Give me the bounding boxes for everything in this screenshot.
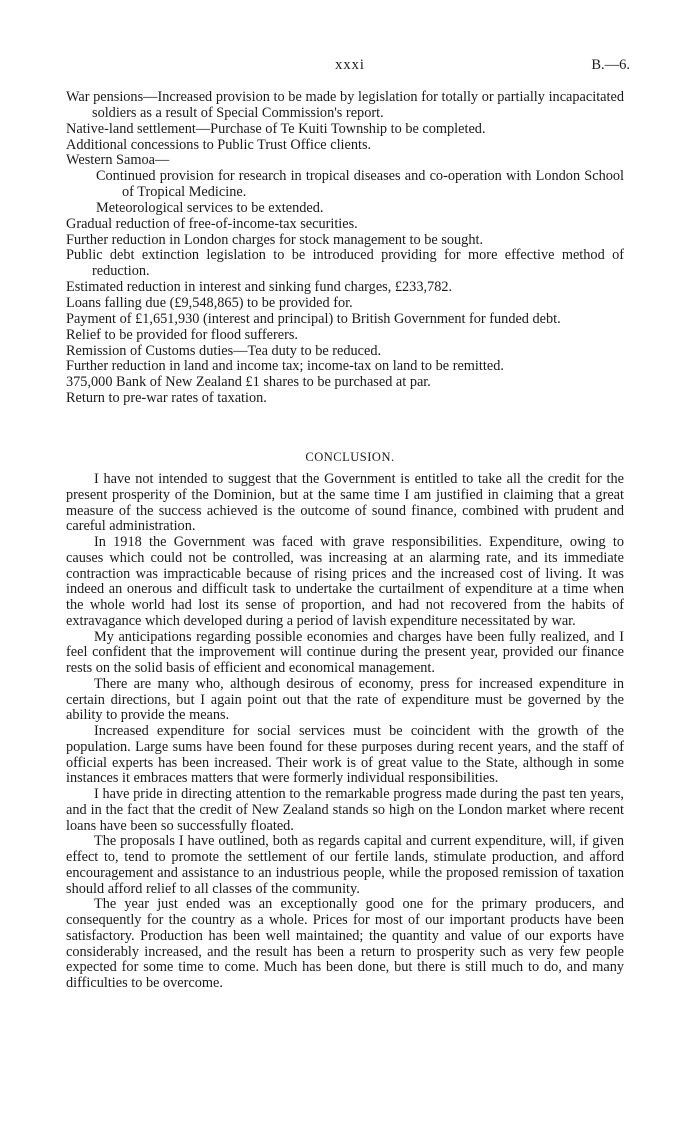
list-item: Return to pre-war rates of taxation.: [66, 390, 267, 407]
paragraph: I have pride in directing attention to the remarkable progress made during the past ten years, and in the fact that the credit of New Zealand stands so high on the London market where recent loans have been so successfully floated.: [66, 786, 624, 834]
list-item: Estimated reduction in interest and sinking fund charges, £233,782.: [66, 279, 453, 296]
list-item: Payment of £1,651,930 (interest and principal) to British Government for funded debt.: [66, 310, 561, 327]
paragraph: Increased expenditure for social services must be coincident with the growth of the population. Large sums have been found for these purposes during recent years, and the staff of official experts has been increased. Their work is of great value to the State, although in some instances it embraces matters that were formerly individual responsibilities.: [66, 723, 624, 787]
list-item: Loans falling due (£9,548,865) to be provided for.: [66, 294, 353, 311]
conclusion-body: [66, 472, 624, 992]
list-subitem: Continued provision for research in tropical diseases and co-operation with London School of Tropical Medicine.: [96, 168, 624, 201]
list-item: Western Samoa—: [66, 152, 170, 169]
list-item: Additional concessions to Public Trust Office clients.: [66, 136, 372, 153]
list-item: 375,000 Bank of New Zealand £1 shares to be purchased at par.: [66, 374, 431, 391]
page-number: xxxi: [335, 57, 365, 73]
list-item: Further reduction in land and income tax; income-tax on land to be remitted.: [66, 358, 504, 375]
paragraph: I have not intended to suggest that the Government is entitled to take all the credit for the present prosperity of the Dominion, but at the same time I am justified in claiming that a great measure of the success achieved is the outcome of sound finance, combined with prudent and careful administration.: [66, 471, 624, 535]
list-item: Relief to be provided for flood sufferers.: [66, 326, 298, 343]
paragraph: In 1918 the Government was faced with grave responsibilities. Expenditure, owing to causes which could not be controlled, was increasing at an alarming rate, and its immediate contraction was impracticable because of rising prices and the increased cost of living. It was indeed an onerous and difficult task to undertake the curtailment of expenditure at a time when the whole world had lost its sense of proportion, and had not recovered from the habits of extravagance which developed during a period of lavish expenditure necessitated by war.: [66, 534, 624, 629]
list-item: War pensions—Increased provision to be made by legislation for totally or partially incapacitated soldiers as a result of Special Commission's report.: [66, 89, 624, 121]
list-item: Native-land settlement—Purchase of Te Kuiti Township to be completed.: [66, 120, 486, 137]
section-heading: CONCLUSION.: [305, 450, 395, 464]
paragraph: The proposals I have outlined, both as regards capital and current expenditure, will, if given effect to, tend to promote the settlement of our fertile lands, stimulate production, and afford encouragement and assistance to an industrious people, while the proposed remission of taxation should afford relief to all classes of the community.: [66, 833, 624, 897]
document-reference: B.—6.: [591, 57, 630, 73]
list-item: Public debt extinction legislation to be introduced providing for more effective method of reduction.: [66, 247, 624, 280]
page-header: [0, 57, 700, 77]
list-item: Gradual reduction of free-of-income-tax securities.: [66, 215, 358, 232]
paragraph: My anticipations regarding possible economies and charges have been fully realized, and I feel confident that the improvement will continue during the present year, provided our finance rests on the solid basis of efficient and economical management.: [66, 628, 624, 676]
list-item: Remission of Customs duties—Tea duty to be reduced.: [66, 342, 382, 359]
list-subitem: Meteorological services to be extended.: [96, 199, 324, 216]
paragraph: There are many who, although desirous of economy, press for increased expenditure in certain directions, but I again point out that the rate of expenditure must be governed by the ability to provide the means.: [66, 675, 624, 724]
list-item: Further reduction in London charges for stock management to be sought.: [66, 231, 484, 248]
paragraph: The year just ended was an exceptionally good one for the primary producers, and consequently for the country as a whole. Prices for most of our important products have been satisfactory. Production has been well maintained; the quantity and value of our exports have considerably increased, and the result has been a return to prosperity such as very few people expected for some time to come. Much has been done, but there is still much to do, and many difficulties to be overcome.: [66, 896, 624, 991]
policy-list: [66, 90, 624, 407]
